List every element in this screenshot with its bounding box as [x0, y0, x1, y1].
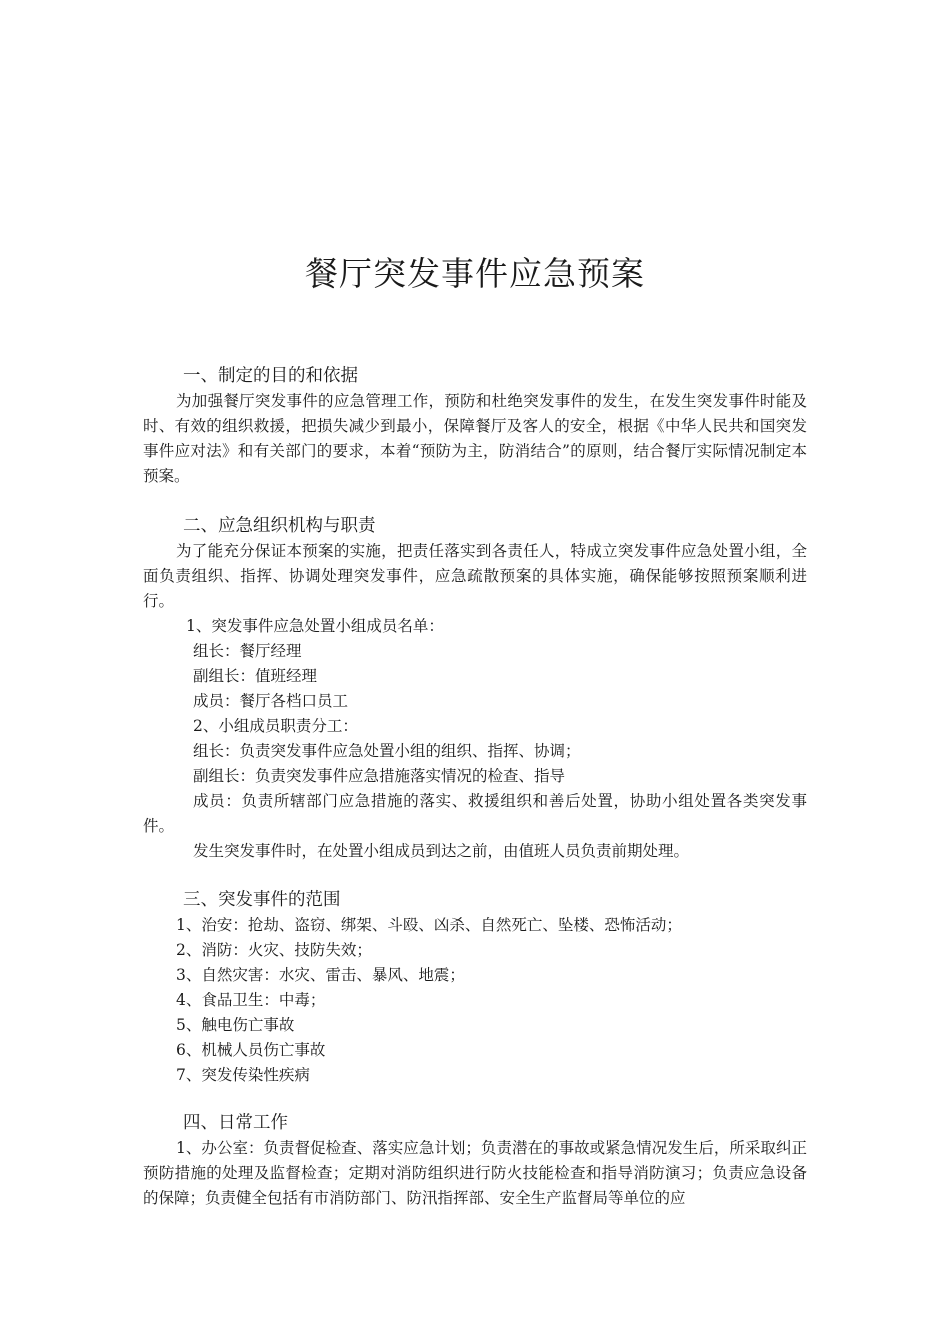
section-heading-1: 一、制定的目的和依据 [183, 366, 358, 386]
list-item: 5、触电伤亡事故 [176, 1016, 295, 1034]
list-item: 3、自然灾害：水灾、雷击、暴风、地震； [176, 966, 465, 984]
list-item: 组长：负责突发事件应急处置小组的组织、指挥、协调； [193, 742, 581, 760]
section-4-paragraph: 1、办公室：负责督促检查、落实应急计划；负责潜在的事故或紧急情况发生后，所采取纠正预防措施的处理及监督检查；定期对消防组织进行防火技能检查和指导消防演习；负责应急设备的保障；负责健全包括有市消防部门、防汛指挥部、安全生产监督局等单位的应 [143, 1139, 807, 1207]
list-item: 2、消防：火灾、技防失效； [176, 941, 372, 959]
list-item: 发生突发事件时，在处置小组成员到达之前，由值班人员负责前期处理。 [193, 842, 690, 860]
section-1-paragraph: 为加强餐厅突发事件的应急管理工作，预防和杜绝突发事件的发生，在发生突发事件时能及时、有效的组织救援，把损失减少到最小，保障餐厅及客人的安全，根据《中华人民共和国突发事件应对法》和有关部门的要求，本着“预防为主，防消结合”的原则，结合餐厅实际情况制定本预案。 [143, 392, 807, 485]
section-heading-2: 二、应急组织机构与职责 [183, 516, 376, 536]
list-item: 2、小组成员职责分工： [193, 717, 358, 735]
list-item: 1、突发事件应急处置小组成员名单： [186, 617, 444, 635]
document-title: 餐厅突发事件应急预案 [305, 254, 645, 293]
list-item: 7、突发传染性疾病 [176, 1066, 310, 1084]
section-heading-3: 三、突发事件的范围 [183, 890, 341, 910]
list-item: 副组长：负责突发事件应急措施落实情况的检查、指导 [193, 767, 566, 785]
list-item: 组长：餐厅经理 [193, 642, 302, 660]
section-heading-4: 四、日常工作 [183, 1113, 288, 1133]
list-item: 6、机械人员伤亡事故 [176, 1041, 326, 1059]
section-2-paragraph: 为了能充分保证本预案的实施，把责任落实到各责任人，特成立突发事件应急处置小组，全面负责组织、指挥、协调处理突发事件，应急疏散预案的具体实施，确保能够按照预案顺利进行。 [143, 542, 807, 610]
list-item: 4、食品卫生：中毒； [176, 991, 326, 1009]
list-item: 成员：餐厅各档口员工 [193, 692, 349, 710]
list-item: 成员：负责所辖部门应急措施的落实、救援组织和善后处置，协助小组处置各类突发事件。 [143, 792, 807, 835]
list-item: 副组长：值班经理 [193, 667, 318, 685]
list-item: 1、治安：抢劫、盗窃、绑架、斗殴、凶杀、自然死亡、坠楼、恐怖活动； [176, 916, 682, 934]
